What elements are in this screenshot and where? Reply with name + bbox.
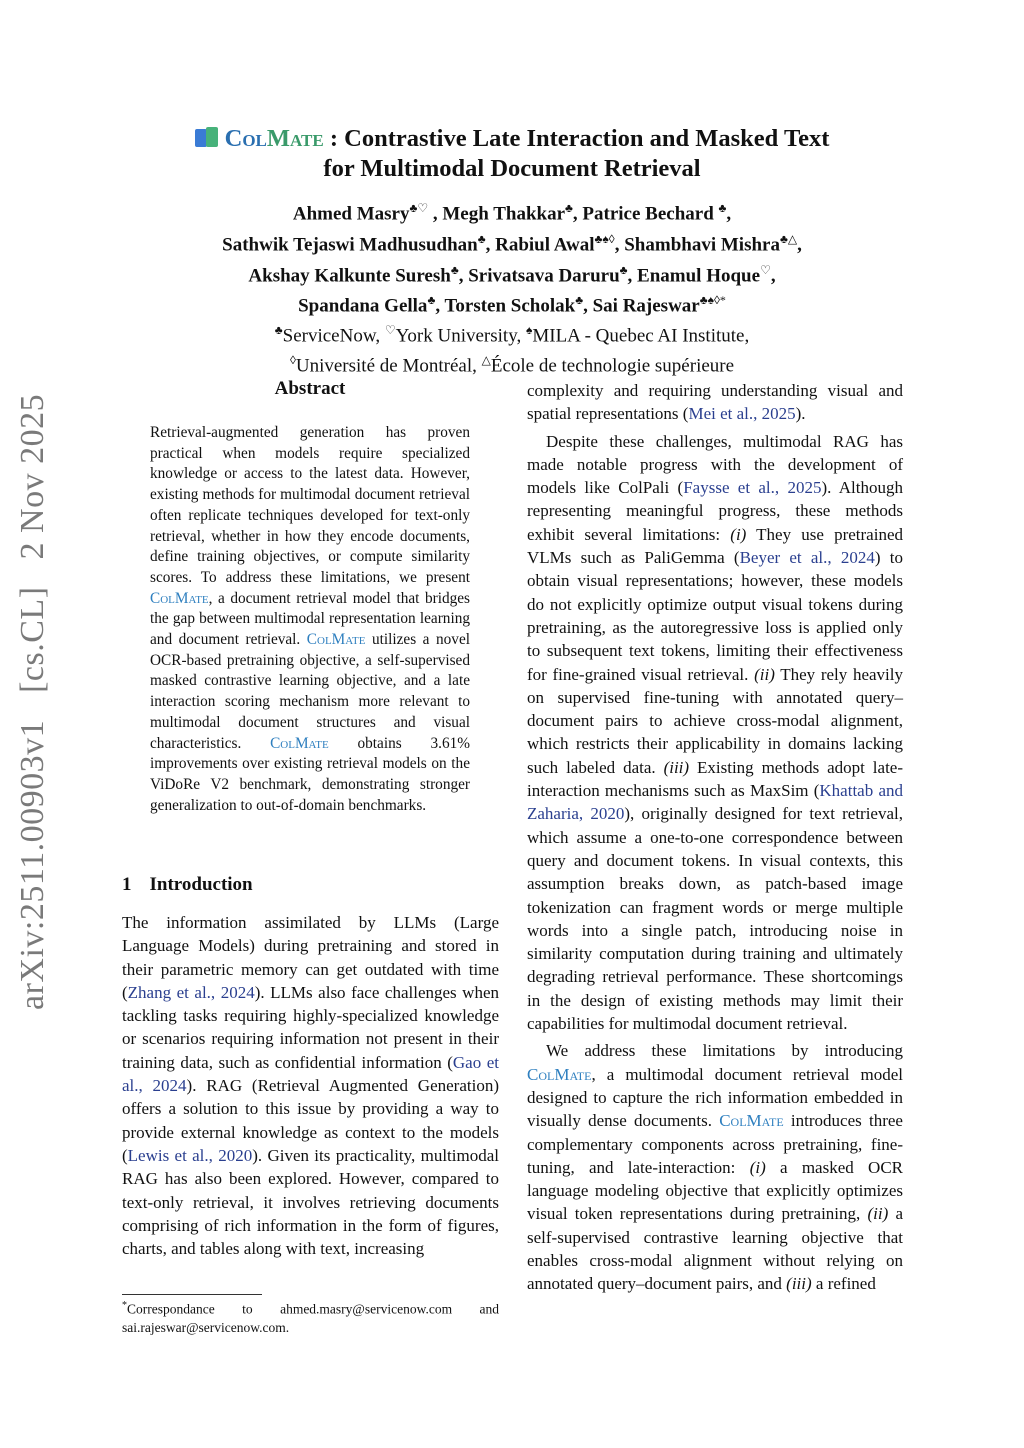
citation-link[interactable]: Gao et al., 2024 bbox=[122, 1052, 500, 1096]
abstract-heading: Abstract bbox=[274, 378, 346, 399]
enumeration-marker: (i) bbox=[730, 524, 747, 544]
enumeration-marker: (ii) bbox=[867, 1204, 889, 1224]
colmate-logo-icon bbox=[195, 127, 219, 149]
title-model-name-mate: Mate bbox=[266, 125, 324, 152]
author-separator: , bbox=[797, 234, 802, 256]
paragraph bbox=[527, 430, 903, 1036]
arxiv-id[interactable]: arXiv:2511.00903v1 bbox=[14, 719, 51, 1010]
affiliation-name: Université de Montréal, bbox=[295, 355, 482, 377]
text-segment: ). LLMs also face challenges when tackling tasks requiring highly-specialized knowledge or scenarios requiring information not present in their training data, such as confidential information ( bbox=[122, 982, 499, 1072]
text-segment: Existing methods adopt late-interaction mechanisms such as MaxSim ( bbox=[527, 757, 904, 801]
enumeration-marker: (ii) bbox=[754, 664, 775, 684]
citation-link[interactable]: Faysse et al., 2025 bbox=[683, 478, 822, 498]
affiliation-line-1 bbox=[0, 318, 1024, 348]
author-line-1 bbox=[0, 196, 1024, 227]
footnote-divider bbox=[122, 1294, 262, 1295]
author-list bbox=[0, 196, 1024, 319]
author-line-2 bbox=[0, 227, 1024, 258]
abstract-segment: utilizes a novel OCR-based pretraining objective, a self-supervised masked contrastive learning objective, and a late interaction scoring mechanism more relevant to multimodal document structures and visual characteristics. bbox=[150, 631, 470, 752]
text-segment: ). bbox=[795, 404, 806, 424]
author-line-4 bbox=[0, 288, 1024, 319]
footnote-text: Correspondance to ahmed.masry@servicenow.com and sai.rajeswar@servicenow.com. bbox=[122, 1301, 499, 1335]
author-marks: ♣ bbox=[450, 262, 459, 277]
section-title: Introduction bbox=[149, 874, 253, 895]
enumeration-marker: (iii) bbox=[663, 757, 690, 777]
text-segment: , a multimodal document retrieval model designed to capture the rich information embedded in visually dense documents. bbox=[527, 1064, 903, 1131]
text-segment: Despite these challenges, multimodal RAG has made notable progress with the development of models like ColPali ( bbox=[527, 431, 903, 498]
model-name: ColMate bbox=[270, 734, 329, 752]
author-marks: ♡ bbox=[760, 262, 771, 277]
text-segment: ). RAG (Retrieval Augmented Generation) offers a solution to this issue by providing a way to provide external knowledge as context to the models ( bbox=[122, 1076, 499, 1165]
model-name: ColMate bbox=[150, 589, 209, 607]
author-marks: ♣ bbox=[477, 231, 486, 246]
author-marks: ♣♠◊* bbox=[699, 293, 726, 308]
affiliation-mark: ♡ bbox=[384, 323, 396, 337]
author-name: , Srivatsava Daruru bbox=[458, 264, 620, 286]
title-line-1-text: : Contrastive Late Interaction and Masked Text bbox=[323, 125, 830, 152]
section-heading-introduction bbox=[122, 874, 271, 896]
section-number: 1 bbox=[122, 874, 132, 895]
right-column bbox=[527, 379, 903, 1296]
author-name: , Rabiul Awal bbox=[485, 234, 595, 256]
author-marks: ♣♡ bbox=[409, 201, 429, 215]
model-name: ColMate bbox=[306, 631, 366, 649]
affiliation-name: ServiceNow, bbox=[282, 325, 385, 347]
affiliation-mark: ◊ bbox=[289, 353, 296, 368]
text-segment: a masked OCR language modeling objective that explicitly optimizes visual token representations during pretraining, bbox=[527, 1157, 903, 1224]
affiliation-mark: ♣ bbox=[274, 323, 283, 337]
introduction-text bbox=[122, 911, 499, 1260]
arxiv-category[interactable]: [cs.CL] bbox=[14, 586, 51, 693]
author-separator: , bbox=[770, 264, 776, 286]
model-name: ColMate bbox=[719, 1111, 784, 1131]
paper-title bbox=[0, 124, 1024, 184]
abstract-segment: , a document retrieval model that bridges the gap between multimodal representation learning and document retrieval. bbox=[150, 589, 470, 649]
text-segment: They use pretrained VLMs such as PaliGemma ( bbox=[527, 524, 903, 568]
arxiv-date: 2 Nov 2025 bbox=[14, 393, 51, 560]
author-name: , Shambhavi Mishra bbox=[614, 234, 780, 256]
author-name: , Torsten Scholak bbox=[435, 295, 576, 317]
author-line-3 bbox=[0, 258, 1024, 289]
model-name: ColMate bbox=[527, 1064, 592, 1084]
arxiv-stamp bbox=[14, 393, 52, 1010]
citation-link[interactable]: Lewis et al., 2020 bbox=[127, 1145, 253, 1165]
citation-link[interactable]: Zhang et al., 2024 bbox=[127, 982, 255, 1002]
text-segment: The information assimilated by LLMs (Large Language Models) during pretraining and stored in their parametric memory can get outdated with time ( bbox=[122, 913, 499, 1002]
author-name: , Patrice Bechard bbox=[572, 203, 719, 225]
author-marks: ♣ bbox=[718, 201, 727, 215]
affiliation-line-2 bbox=[0, 348, 1024, 378]
footnote-mark: * bbox=[122, 1300, 127, 1311]
author-marks: ♣♠◊ bbox=[594, 231, 615, 246]
text-segment: complexity and requiring understanding visual and spatial representations ( bbox=[527, 381, 903, 424]
author-name: Akshay Kalkunte Suresh bbox=[248, 264, 451, 286]
text-segment: introduces three complementary components across pretraining, fine-tuning, and late-interaction: bbox=[527, 1111, 903, 1177]
author-name: , Enamul Hoque bbox=[627, 264, 761, 286]
author-marks: ♣ bbox=[575, 293, 584, 308]
citation-link[interactable]: Mei et al., 2025 bbox=[688, 404, 796, 424]
affiliation-mark: △ bbox=[481, 353, 491, 368]
citation-link[interactable]: Khattab and Zaharia, 2020 bbox=[527, 781, 903, 824]
author-separator: , bbox=[726, 203, 732, 225]
author-marks: ♣ bbox=[619, 262, 628, 277]
author-marks: ♣△ bbox=[779, 231, 798, 246]
text-segment: ). Although representing meaningful progress, these methods exhibit several limitations: bbox=[527, 478, 903, 544]
author-name: , Megh Thakkar bbox=[428, 203, 566, 225]
title-line-1 bbox=[0, 124, 1024, 154]
abstract-text bbox=[150, 423, 470, 816]
text-segment: a refined bbox=[811, 1274, 876, 1294]
title-model-name-col: Col bbox=[224, 125, 267, 152]
abstract-segment: Retrieval-augmented generation has proven practical when models require specialized knowledge or access to the latest data. However, existing methods for multimodal document retrieval often replicate techniques developed for text-only retrieval, whether in how they encode documents, define training objectives, or compute similarity scores. To address these limitations, we present bbox=[150, 424, 470, 586]
text-segment: ) to obtain visual representations; however, these models do not explicitly optimize output visual tokens during pretraining, as the autoregressive loss is applied only to subsequent text tokens, limiting their effectiveness for fine-grained visual retrieval. bbox=[527, 548, 904, 684]
author-name: , Sai Rajeswar bbox=[583, 295, 700, 317]
author-marks: ♣ bbox=[565, 201, 573, 215]
text-segment: ), originally designed for text retrieval, which assume a one-to-one correspondence between query and document tokens. In visual contexts, this assumption breaks down, as patch-based image tokenization can fragment words or merge multiple words into a single patch, introducing noise in similarity computation during training and ultimately degrading retrieval performance. These shortcomings in the design of existing methods may limit their capabilities for multimodal document retrieval. bbox=[527, 804, 903, 1034]
affiliations bbox=[0, 318, 1024, 379]
paragraph bbox=[527, 1039, 903, 1295]
text-segment: They rely heavily on supervised fine-tuning with annotated query–document pairs to achieve cross-modal alignment, which restricts their applicability in domains lacking such labeled data. bbox=[527, 664, 904, 777]
author-name: Ahmed Masry bbox=[292, 203, 410, 225]
abstract-segment: obtains 3.61% improvements over existing retrieval models on the ViDoRe V2 benchmark, demonstrating stronger generalization to out-of-domain benchmarks. bbox=[150, 734, 470, 814]
author-name: Sathwik Tejaswi Madhusudhan bbox=[222, 234, 478, 256]
affiliation-name: École de technologie supérieure bbox=[490, 355, 735, 377]
affiliation-mark: ♠ bbox=[525, 323, 533, 337]
text-segment: a self-supervised contrastive learning objective that enables cross-modal alignment without relying on annotated query–document pairs, and bbox=[527, 1204, 904, 1294]
enumeration-marker: (iii) bbox=[786, 1274, 812, 1294]
paragraph bbox=[527, 379, 903, 426]
text-segment: ). Given its practicality, multimodal RAG has also been explored. However, compared to text-only retrieval, it involves retrieving documents comprising of rich information in the form of figures, charts, and tables along with text, increasing bbox=[122, 1145, 499, 1259]
footnote bbox=[122, 1297, 499, 1337]
affiliation-name: MILA - Quebec AI Institute, bbox=[532, 325, 750, 347]
enumeration-marker: (i) bbox=[749, 1157, 766, 1177]
title-line-2: for Multimodal Document Retrieval bbox=[323, 155, 701, 182]
affiliation-name: York University, bbox=[395, 325, 526, 347]
author-marks: ♣ bbox=[427, 293, 436, 308]
citation-link[interactable]: Beyer et al., 2024 bbox=[739, 548, 875, 568]
text-segment: We address these limitations by introducing bbox=[546, 1041, 903, 1061]
author-name: Spandana Gella bbox=[298, 295, 428, 317]
